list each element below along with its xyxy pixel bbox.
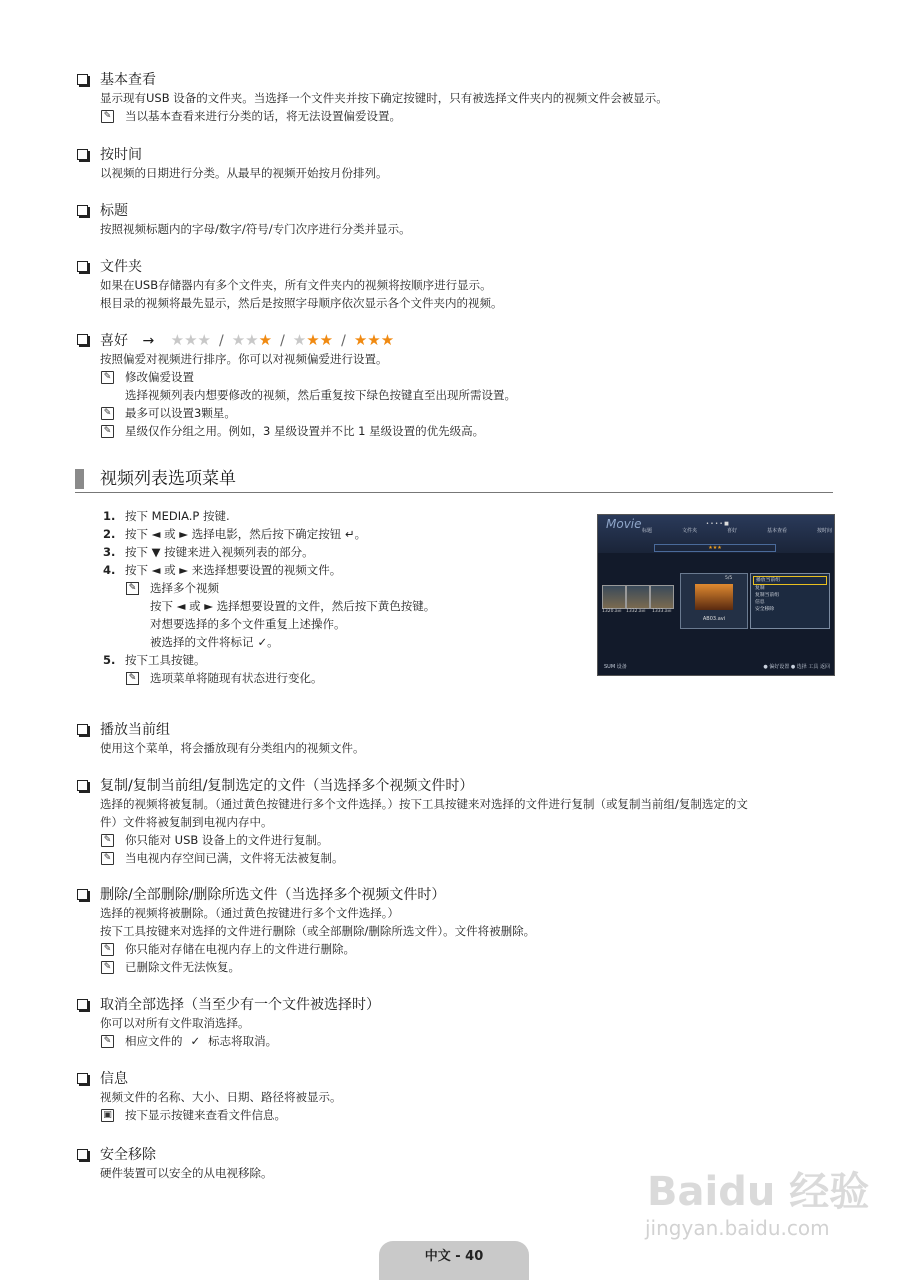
section-play-group [75, 721, 835, 757]
screenshot-footer-bar [598, 659, 834, 673]
body-text: 按照视频标题内的字母/数字/符号/专门次序进行分类并显示。 [100, 222, 411, 236]
note-line [75, 1106, 835, 1124]
note-text: 你只能对 USB 设备上的文件进行复制。 [125, 833, 329, 847]
section-heading [75, 996, 835, 1014]
note-text: 当电视内存空间已满，文件将无法被复制。 [125, 851, 344, 865]
body-text: 你可以对所有文件取消选择。 [100, 1016, 250, 1030]
checkbox-icon [77, 780, 88, 791]
checkmark-icon: ✓ [190, 1034, 201, 1048]
section-deselect-all [75, 996, 835, 1050]
note-line [75, 831, 835, 849]
note-line [100, 669, 580, 687]
step-item [100, 561, 580, 579]
arrow-icon: → [142, 333, 155, 349]
note-icon: ✎ [101, 943, 114, 956]
heading-text: 复制/复制当前组/复制选定的文件（当选择多个视频文件时） [100, 778, 474, 794]
body-text: 件）文件将被复制到电视内存中。 [100, 815, 273, 829]
thumbnail-label: 1320.avi [602, 609, 622, 614]
note-icon: ✎ [101, 407, 114, 420]
star-level-0: ★★★ [170, 331, 211, 349]
step-text: 按下 ▼ 按键来进入视频列表的部分。 [125, 545, 314, 559]
note-icon: ✎ [101, 1035, 114, 1048]
body-text: 按下工具按键来对选择的文件进行删除（或全部删除/删除所选文件）。文件将被删除。 [100, 924, 536, 938]
note-icon: ✎ [101, 425, 114, 438]
step-number: 5. [103, 653, 116, 667]
separator: / [218, 333, 224, 349]
star-level-3: ★★★ [353, 331, 395, 349]
heading-text: 标题 [100, 203, 128, 219]
separator: / [341, 333, 346, 349]
remote-button-icon: ▣ [101, 1109, 114, 1122]
body-text: 以视频的日期进行分类。从最早的视频开始按月份排列。 [100, 166, 388, 180]
tab-by-time: 按时间 [816, 528, 832, 534]
note-line [75, 368, 835, 386]
thumbnail-label: 1332.avi [626, 609, 646, 614]
tab-basic-view: 基本查看 [766, 528, 787, 534]
step-text: 按下 ◄ 或 ► 选择电影，然后按下确定按钮 ↵。 [125, 527, 367, 541]
selected-video-panel [680, 573, 748, 629]
section-heading [75, 258, 835, 276]
section-heading [75, 331, 835, 350]
panel-filename: AB03.avi [702, 616, 726, 622]
step-text: 按下工具按键。 [125, 653, 206, 667]
body-text: 使用这个菜单，将会播放现有分类组内的视频文件。 [100, 741, 365, 755]
section-heading [75, 777, 835, 795]
checkbox-icon [77, 724, 88, 735]
body-text: 选择的视频将被复制。（通过黄色按键进行多个文件选择。）按下工具按键来对选择的文件进行复制（或复制当前组/复制选定的文 [100, 797, 748, 811]
footer-left: SUM 设备 [604, 664, 627, 670]
note-detail: 按下 ◄ 或 ► 选择想要设置的文件，然后按下黄色按键。 [150, 599, 436, 613]
tv-screenshot [597, 514, 835, 676]
checkbox-icon [77, 334, 88, 345]
step-number: 2. [103, 527, 116, 541]
step-item [100, 651, 580, 669]
tools-menu [750, 573, 830, 629]
note-text: 最多可以设置3颗星。 [125, 406, 236, 420]
menu-item-copy-group: 复制当前组 [755, 593, 779, 598]
video-thumbnail [602, 585, 626, 609]
checkbox-icon [77, 1073, 88, 1084]
step-item [100, 507, 580, 525]
step-text: 按下 ◄ 或 ► 来选择想要设置的视频文件。 [125, 563, 342, 577]
note-text: 选择多个视频 [150, 581, 219, 595]
watermark-brand: Baidu 经验 [647, 1169, 870, 1215]
section-title [75, 202, 835, 238]
note-line [75, 107, 835, 125]
star-levels [171, 331, 395, 350]
section-by-time [75, 146, 835, 182]
body-text: 根目录的视频将最先显示，然后是按照字母顺序依次显示各个文件夹内的视频。 [100, 296, 503, 310]
separator: / [280, 333, 285, 349]
video-thumbnail [650, 585, 674, 609]
checkbox-icon [77, 1149, 88, 1160]
note-text: 选项菜单将随现有状态进行变化。 [150, 671, 323, 685]
section-heading [75, 886, 835, 904]
note-icon: ✎ [101, 371, 114, 384]
step-number: 3. [103, 545, 116, 559]
video-preview-image [695, 584, 733, 610]
thumbnail-strip [602, 585, 682, 621]
checkbox-icon [77, 205, 88, 216]
heading-text: 取消全部选择（当至少有一个文件被选择时） [100, 997, 380, 1013]
body-text: 视频文件的名称、大小、日期、路径将被显示。 [100, 1090, 342, 1104]
section-heading [75, 71, 835, 89]
note-text: 标志将取消。 [208, 1034, 278, 1048]
tab-title: 标题 [642, 528, 653, 534]
note-icon: ✎ [101, 110, 114, 123]
note-text: 修改偏爱设置 [125, 370, 194, 384]
tab-folder: 文件夹 [681, 528, 697, 534]
checkbox-icon [77, 999, 88, 1010]
note-detail: 选择视频列表内想要修改的视频，然后重复按下绿色按键直至出现所需设置。 [125, 388, 516, 402]
section-heading [75, 202, 835, 220]
star-level-2: ★★★ [292, 331, 334, 349]
section-heading [75, 146, 835, 164]
heading-text: 安全移除 [100, 1147, 156, 1163]
note-icon: ✎ [101, 834, 114, 847]
note-icon: ✎ [126, 672, 139, 685]
star-level-1: ★★★ [231, 331, 273, 349]
section-heading [75, 1070, 835, 1088]
note-line [75, 958, 835, 976]
tab-favorite: 喜好 [726, 528, 737, 534]
menu-item-safe-remove: 安全移除 [755, 607, 775, 612]
note-line [75, 849, 835, 867]
page-dots: • • • • ■ [706, 521, 729, 527]
note-detail [100, 633, 580, 651]
section-heading [75, 721, 835, 739]
body-text: 按照偏爱对视频进行排序。你可以对视频偏爱进行设置。 [100, 352, 388, 366]
menu-item-copy: 复制 [755, 586, 765, 591]
body-text: 选择的视频将被删除。（通过黄色按键进行多个文件选择。） [100, 906, 399, 920]
options-menu-section-title [75, 468, 833, 493]
note-text: 已删除文件无法恢复。 [125, 960, 240, 974]
period: 。 [267, 635, 279, 649]
footer-right: ● 偏好设置 ● 选择 工具 返回 [763, 664, 830, 670]
note-text: 按下显示按键来查看文件信息。 [125, 1108, 286, 1122]
heading-text: 文件夹 [100, 259, 142, 275]
heading-text: 基本查看 [100, 72, 156, 88]
note-icon: ✎ [126, 582, 139, 595]
section-favorite [75, 331, 835, 440]
note-icon: ✎ [101, 961, 114, 974]
section-folder [75, 258, 835, 312]
thumbnail-label: 1333.avi [652, 609, 672, 614]
heading-text: 喜好 [100, 333, 128, 349]
note-line [75, 404, 835, 422]
section-title-text: 视频列表选项菜单 [100, 469, 236, 489]
step-item [100, 525, 580, 543]
step-number: 4. [103, 563, 116, 577]
step-text: 按下 MEDIA.P 按键. [125, 509, 230, 523]
section-info [75, 1070, 835, 1124]
note-text: 星级仅作分组之用。例如，3 星级设置并不比 1 星级设置的优先级高。 [125, 424, 485, 438]
heading-text: 按时间 [100, 147, 142, 163]
menu-item-info: 信息 [755, 600, 765, 605]
screenshot-logo: Movie [606, 517, 642, 531]
checkbox-icon [77, 149, 88, 160]
note-line [75, 422, 835, 440]
checkbox-icon [77, 889, 88, 900]
steps-list [100, 507, 580, 687]
section-basic-view [75, 71, 835, 125]
heading-text: 播放当前组 [100, 722, 170, 738]
section-delete [75, 886, 835, 976]
body-text: 硬件装置可以安全的从电视移除。 [100, 1166, 273, 1180]
note-text: 相应文件的 [125, 1034, 183, 1048]
page-footer: 中文 - 40 [379, 1241, 529, 1280]
body-text: 显示现有USB 设备的文件夹。当选择一个文件夹并按下确定按键时，只有被选择文件夹内的视频文件会被显示。 [100, 91, 668, 105]
favorite-stars-bar: ★★★ [654, 544, 776, 552]
watermark-url: jingyan.baidu.com [645, 1216, 830, 1240]
heading-text: 删除/全部删除/删除所选文件（当选择多个视频文件时） [100, 887, 446, 903]
heading-text: 信息 [100, 1071, 128, 1087]
note-text: 当以基本查看来进行分类的话，将无法设置偏爱设置。 [125, 109, 401, 123]
checkbox-icon [77, 74, 88, 85]
section-copy [75, 777, 835, 867]
checkmark-icon: ✓ [257, 635, 268, 649]
note-line [75, 1032, 835, 1050]
step-number: 1. [103, 509, 116, 523]
section-bar [75, 469, 84, 489]
video-thumbnail [626, 585, 650, 609]
step-item [100, 543, 580, 561]
panel-count: 5/5 [725, 576, 733, 581]
checkbox-icon [77, 261, 88, 272]
note-line [75, 940, 835, 958]
note-detail: 对想要选择的多个文件重复上述操作。 [150, 617, 346, 631]
note-icon: ✎ [101, 852, 114, 865]
menu-item-play-group: 播放当前组 [753, 576, 827, 585]
note-text: 你只能对存储在电视内存上的文件进行删除。 [125, 942, 355, 956]
note-line [100, 579, 580, 597]
note-text: 被选择的文件将标记 [150, 635, 254, 649]
body-text: 如果在USB存储器内有多个文件夹，所有文件夹内的视频将按顺序进行显示。 [100, 278, 492, 292]
baidu-watermark [645, 1150, 885, 1245]
screenshot-tabs [642, 527, 832, 534]
